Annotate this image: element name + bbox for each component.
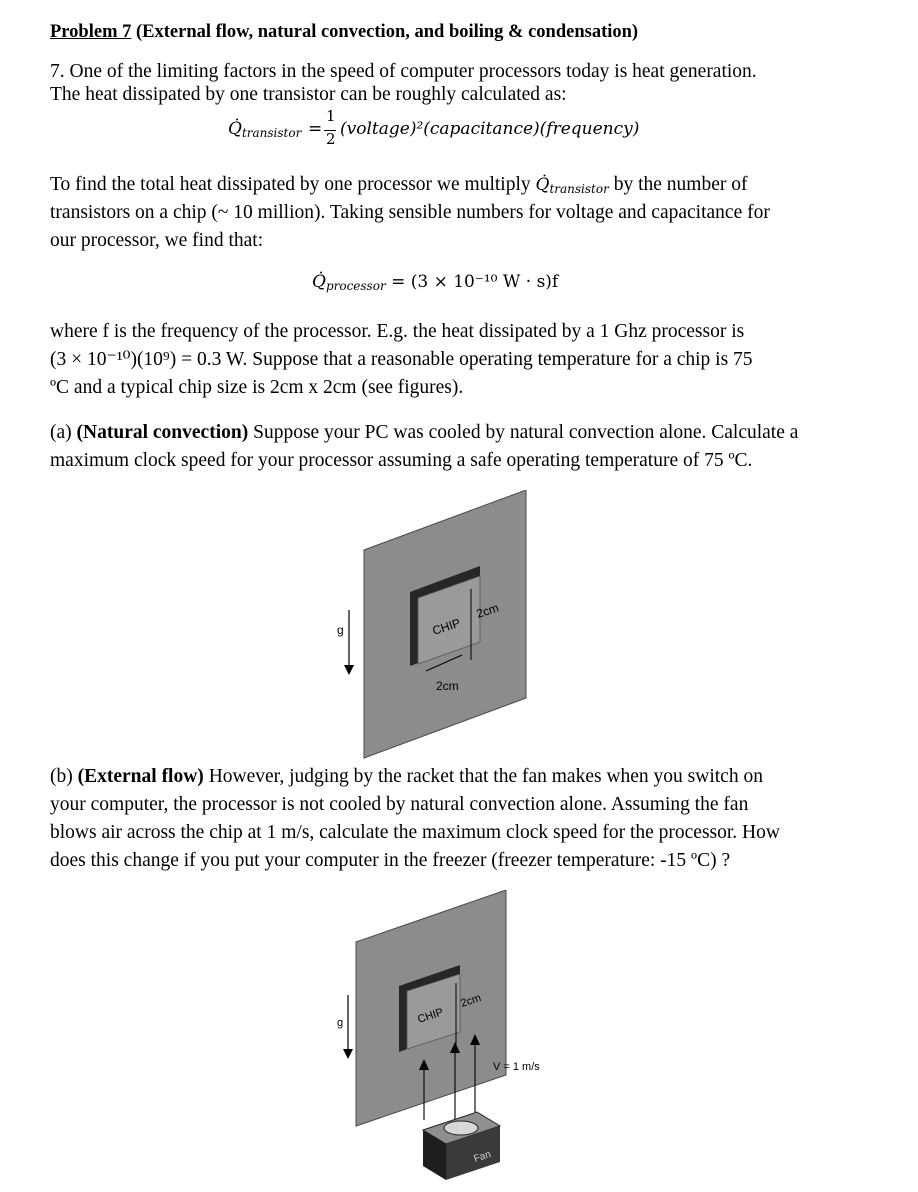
- part-a-heading: (Natural convection): [76, 422, 249, 443]
- fan-label: Fan: [472, 1149, 493, 1165]
- para3-line-2: (3 × 10⁻¹⁰)(10⁹) = 0.3 W. Suppose that a reasonable operating temperature for a chip is 75: [50, 349, 753, 370]
- chip-label: CHIP: [416, 1006, 445, 1026]
- part-b-line-1: [50, 763, 842, 791]
- para2-pre: To find the total heat dissipated by one processor we multiply: [50, 174, 531, 195]
- eq1-numerator: 1: [326, 107, 336, 125]
- eq2-subscript: processor: [325, 279, 386, 293]
- part-b-label: (b): [50, 766, 73, 787]
- part-a-line-1: [50, 419, 842, 447]
- para2-line-2: transistors on a chip (~ 10 million). Taking sensible numbers for voltage and capacitance for: [50, 202, 770, 223]
- eq2-rhs: = (3 × 10⁻¹⁰ W · s)f: [391, 272, 559, 292]
- gravity-arrowhead: [343, 1049, 353, 1059]
- part-b-heading: (External flow): [77, 766, 204, 787]
- figure-forced-convection: [315, 890, 555, 1185]
- eq1-rhs: (voltage)²(capacitance)(frequency): [340, 119, 640, 139]
- eq2-qdot: Q̇: [312, 272, 326, 292]
- para2-qdot: Q̇: [535, 175, 550, 195]
- figure-natural-convection: [320, 490, 570, 765]
- gravity-label: g: [337, 1017, 344, 1029]
- eq1-subscript: transistor: [241, 126, 302, 140]
- eq1-qdot: Q̇: [228, 119, 242, 139]
- problem-topic: (External flow, natural convection, and boiling & condensation): [135, 22, 639, 42]
- intro-line-2: The heat dissipated by one transistor can be roughly calculated as:: [50, 84, 567, 105]
- processor-heat-equation: [312, 272, 558, 293]
- part-b-line-3: blows air across the chip at 1 m/s, calculate the maximum clock speed for the processor. How: [50, 822, 780, 843]
- para3-line-1: where f is the frequency of the processor. E.g. the heat dissipated by a 1 Ghz processor is: [50, 321, 745, 342]
- para3-line-3: ºC and a typical chip size is 2cm x 2cm (see figures).: [50, 377, 464, 398]
- chip-height-label: 2cm: [459, 992, 483, 1010]
- eq1-denominator: 2: [326, 130, 336, 148]
- part-b-text: However, judging by the racket that the fan makes when you switch on: [208, 766, 763, 787]
- chip-height-label: 2cm: [474, 600, 501, 621]
- para2-line-3: our processor, we find that:: [50, 230, 264, 251]
- gravity-label: g: [337, 623, 344, 637]
- part-a-label: (a): [50, 422, 72, 443]
- eq1-equals: =: [308, 119, 323, 139]
- transistor-heat-equation: [228, 107, 688, 156]
- part-a-text: Suppose your PC was cooled by natural convection alone. Calculate a: [253, 422, 799, 443]
- velocity-label: V = 1 m/s: [493, 1061, 540, 1073]
- para2-post: by the number of: [613, 174, 748, 195]
- problem-number: Problem 7: [50, 22, 132, 42]
- part-b-line-2: your computer, the processor is not cooled by natural convection alone. Assuming the fan: [50, 794, 749, 815]
- para2-subscript: transistor: [549, 182, 609, 196]
- intro-line-1: 7. One of the limiting factors in the speed of computer processors today is heat generation.: [50, 61, 757, 82]
- chip-width-label: 2cm: [436, 679, 459, 693]
- fan-icon: [444, 1121, 478, 1135]
- part-a-line-2: maximum clock speed for your processor assuming a safe operating temperature of 75 ºC.: [50, 450, 753, 471]
- problem-title: [50, 22, 638, 43]
- part-b-line-4: does this change if you put your computer in the freezer (freezer temperature: -15 ºC) ?: [50, 850, 731, 871]
- gravity-arrowhead: [344, 665, 354, 675]
- chip-label: CHIP: [430, 615, 463, 638]
